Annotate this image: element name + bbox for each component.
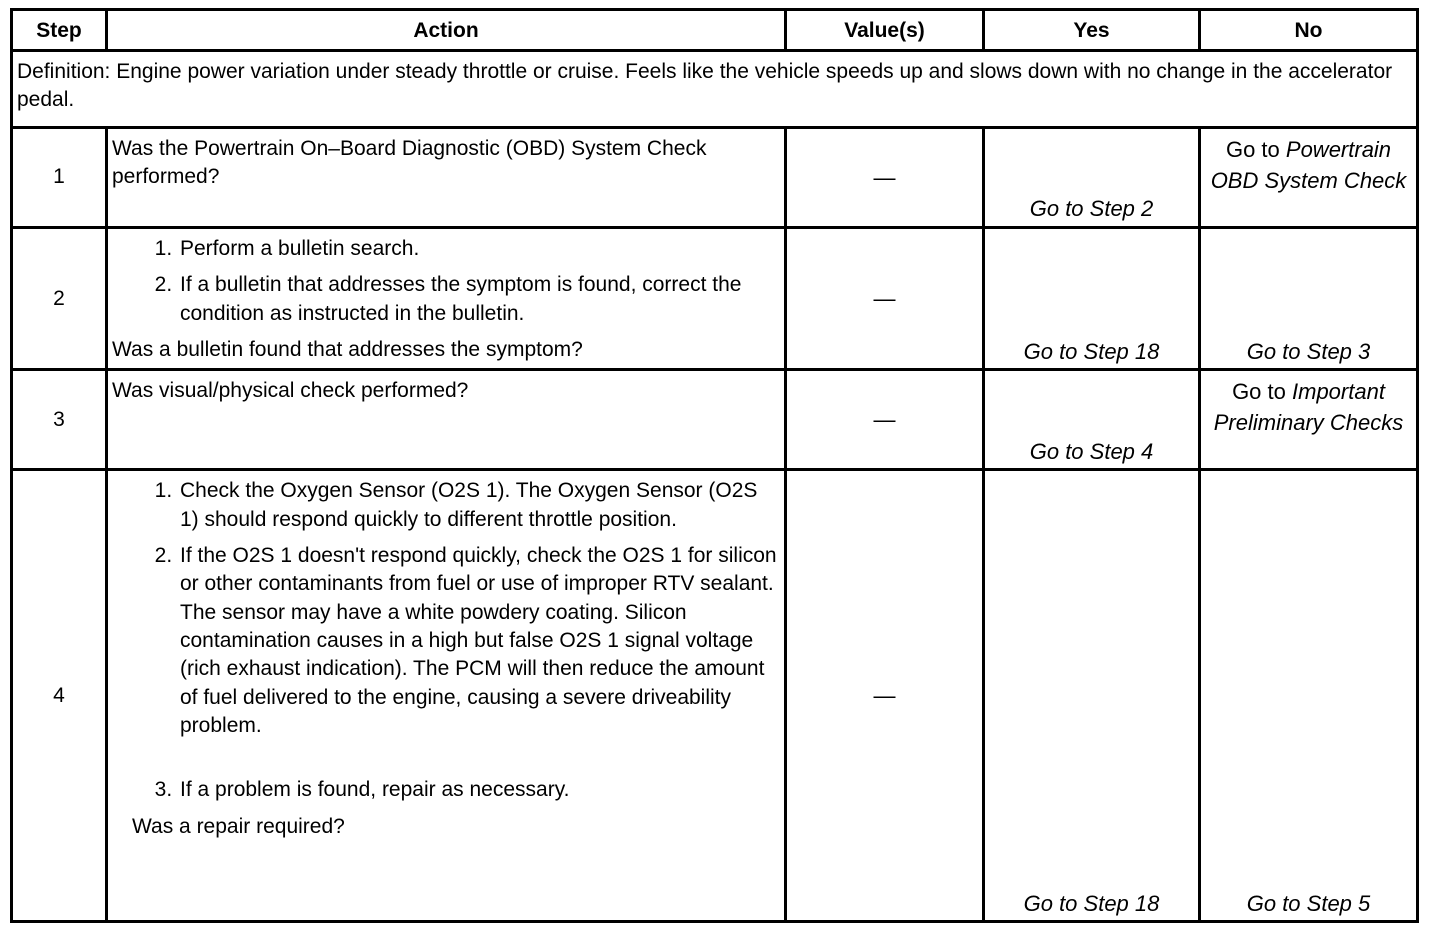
no-link: Powertrain OBD System Check <box>1210 137 1407 193</box>
step-number: 3 <box>12 370 107 470</box>
no-cell: Go to Step 3 <box>1200 228 1418 370</box>
value-cell: — <box>786 128 984 228</box>
action-cell <box>107 228 786 370</box>
action-question: Was visual/physical check performed? <box>112 379 469 403</box>
yes-cell: Go to Step 18 <box>984 228 1200 370</box>
no-cell <box>1200 128 1418 228</box>
table-row <box>12 470 1418 922</box>
step-number: 4 <box>12 470 107 922</box>
action-list <box>112 235 780 328</box>
list-item: 1. Check the Oxygen Sensor (O2S 1). The Oxygen Sensor (O2S 1) should respond quickly to different throttle position. <box>178 477 780 534</box>
header-yes: Yes <box>984 10 1200 51</box>
header-row <box>12 10 1418 51</box>
action-question: Was a repair required? <box>132 814 345 838</box>
no-link: Important Preliminary Checks <box>1213 379 1404 436</box>
table-row <box>12 228 1418 370</box>
list-item: 1. Perform a bulletin search. <box>178 235 780 263</box>
list-item: 2. If the O2S 1 doesn't respond quickly, check the O2S 1 for silicon or other contaminants from fuel or use of improper RTV sealant. The sensor may have a white powdery coating. Silicon contamination causes in a high but false O2S 1 signal voltage (rich exhaust indication). The PCM will then reduce the amount of fuel delivered to the engine, causing a severe driveability problem. <box>178 542 780 740</box>
no-prefix: Go to <box>1232 379 1286 405</box>
definition-row <box>12 51 1418 128</box>
value-cell: — <box>786 470 984 922</box>
table-row <box>12 128 1418 228</box>
value-cell: — <box>786 228 984 370</box>
definition-text: Definition: Engine power variation under steady throttle or cruise. Feels like the vehicle speeds up and slows down with no change in the accelerator pedal. <box>12 51 1418 128</box>
action-list <box>112 477 780 804</box>
header-step: Step <box>12 10 107 51</box>
action-cell <box>107 470 786 922</box>
yes-cell: Go to Step 18 <box>984 470 1200 922</box>
header-action: Action <box>107 10 786 51</box>
header-no: No <box>1200 10 1418 51</box>
action-question: Was a bulletin found that addresses the symptom? <box>112 338 583 362</box>
no-cell <box>1200 370 1418 470</box>
diagnostic-table <box>10 8 1419 923</box>
yes-cell: Go to Step 4 <box>984 370 1200 470</box>
list-item: 2. If a bulletin that addresses the symptom is found, correct the condition as instructed in the bulletin. <box>178 271 780 328</box>
yes-cell: Go to Step 2 <box>984 128 1200 228</box>
action-question: Was the Powertrain On–Board Diagnostic (OBD) System Check performed? <box>112 137 707 189</box>
value-cell: — <box>786 370 984 470</box>
no-prefix: Go to <box>1225 137 1280 162</box>
table-row <box>12 370 1418 470</box>
header-values: Value(s) <box>786 10 984 51</box>
action-cell <box>107 370 786 470</box>
step-number: 1 <box>12 128 107 228</box>
step-number: 2 <box>12 228 107 370</box>
action-cell <box>107 128 786 228</box>
no-cell: Go to Step 5 <box>1200 470 1418 922</box>
list-item: 3. If a problem is found, repair as necessary. <box>178 776 780 804</box>
